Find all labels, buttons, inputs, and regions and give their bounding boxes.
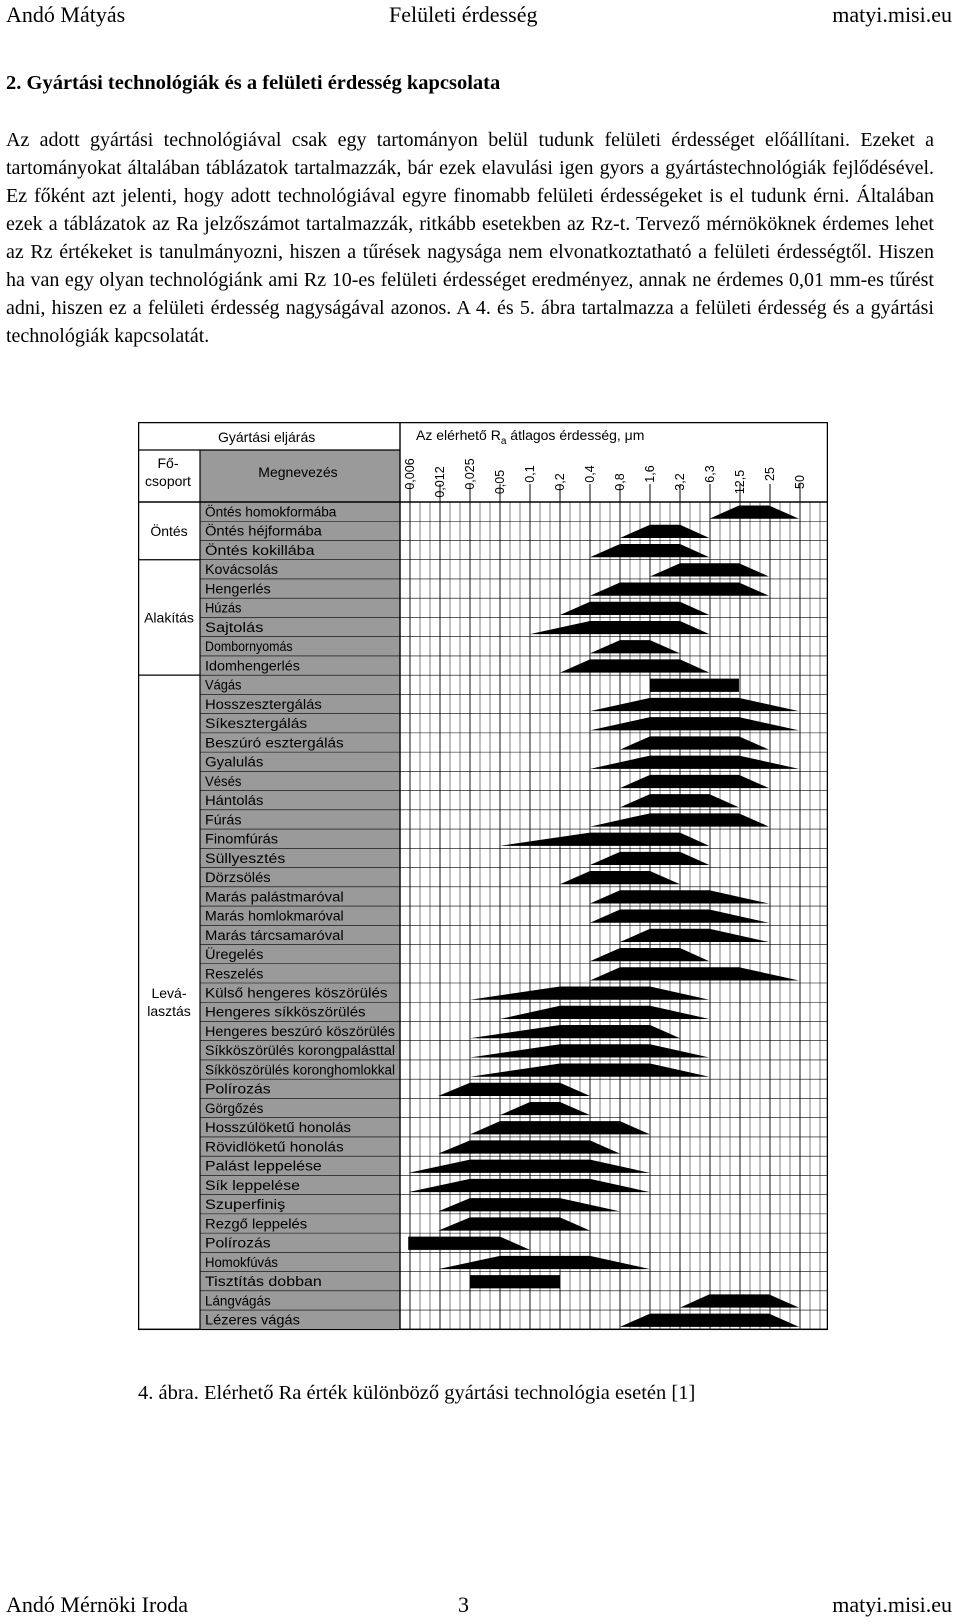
process-name: Sík leppelése: [205, 1177, 300, 1193]
process-name: Szuperfiniş: [205, 1197, 286, 1213]
process-name: Síkköszörülés korongpalásttal: [205, 1043, 395, 1059]
x-tick-label: 0,05: [493, 469, 507, 495]
page-number: 3: [458, 1592, 469, 1617]
x-tick-label: 6,3: [703, 465, 717, 483]
process-name: Beszúró esztergálás: [205, 735, 344, 751]
roughness-bar: [650, 679, 739, 692]
group-label: Levá-: [151, 985, 187, 1002]
header-title: Felületi érdesség: [389, 2, 538, 27]
process-name: Vágás: [205, 677, 242, 693]
x-tick-label: 0,1: [523, 465, 537, 483]
process-name: Hengeres síkköszörülés: [205, 1004, 366, 1020]
process-name: Dombornyomás: [205, 639, 293, 655]
x-tick-label: 0,2: [553, 473, 567, 491]
process-name: Síkesztergálás: [205, 716, 308, 732]
roughness-bar: [438, 1140, 620, 1153]
roughness-bar: [470, 1275, 560, 1288]
process-name: Külső hengeres köszörülés: [205, 985, 388, 1001]
process-name: Palást leppelése: [205, 1158, 322, 1174]
ra-header: Az elérhető $R_a$ átlagos érdesség, μm: [416, 427, 645, 447]
process-name: Tisztítás dobban: [205, 1274, 322, 1290]
group-header: csoport: [145, 473, 191, 489]
process-name: Vésés: [205, 773, 242, 789]
header-author: Andó Mátyás: [6, 2, 126, 27]
process-name: Süllyesztés: [205, 850, 286, 866]
process-name: Gyalulás: [205, 754, 264, 770]
process-name: Üregelés: [205, 947, 264, 963]
process-name: Idomhengerlés: [205, 658, 301, 674]
process-name: Hosszesztergálás: [205, 696, 323, 712]
roughness-bar: [470, 1121, 650, 1134]
x-tick-label: 0,8: [613, 473, 627, 491]
process-name: Rövidlöketű honolás: [205, 1139, 344, 1155]
process-name: Marás tárcsamaróval: [205, 927, 344, 943]
process-name: Öntés homokformába: [205, 504, 337, 520]
x-tick-label: 3,2: [673, 473, 687, 491]
figure-caption: 4. ábra. Elérhető Ra érték különböző gyártási technológia esetén [1]: [138, 1382, 696, 1404]
page-header: [6, 2, 952, 30]
group-label: Alakítás: [144, 609, 194, 626]
header-site: matyi.misi.eu: [832, 2, 952, 27]
process-name: Öntés héjformába: [205, 523, 323, 539]
group-label: lasztás: [147, 1003, 191, 1020]
x-tick-label: 1,6: [643, 465, 657, 483]
process-name: Dörzsölés: [205, 870, 271, 886]
process-name: Marás palástmaróval: [205, 889, 344, 905]
roughness-bar: [620, 1314, 799, 1327]
process-name: Polírozás: [205, 1081, 271, 1097]
process-name: Sajtolás: [205, 619, 264, 635]
process-name: Reszelés: [205, 966, 264, 982]
x-tick-label: 50: [793, 475, 807, 489]
process-name: Síkköszörülés koronghomlokkal: [205, 1062, 395, 1078]
process-name: Kovácsolás: [205, 562, 279, 578]
process-name: Rezgő leppelés: [205, 1216, 308, 1232]
roughness-chart: [138, 422, 828, 1376]
process-name: Polírozás: [205, 1235, 271, 1251]
process-name: Homokfúvás: [205, 1254, 279, 1270]
x-tick-label: 0,025: [463, 458, 477, 490]
section-title: 2. Gyártási technológiák és a felületi érdesség kapcsolata: [6, 72, 501, 94]
page-footer: [6, 1592, 952, 1620]
group-header: Fő-: [157, 455, 179, 471]
process-name: Hántolás: [205, 793, 264, 809]
body-paragraph: Az adott gyártási technológiával csak egy tartományon belül tudunk felületi érdességet előállítani. Ezeket a tartományokat általában táblázatok tartalmazzák, bár ezek elavulási igen gyors a gyártástechnológiák fejlődésével. Ez főként azt jelenti, hogy adott technológiával egyre finomabb felületi érdességeket is el tudunk érni. Általában ezek a táblázatok az Ra jelzőszámot tartalmazzák, ritkább esetekben az Rz-t. Tervező mérnököknek érdemes lehet az Rz értékeket is tanulmányozni, hiszen a tűrések nagysága nem elvonatkoztatható a felületi érdességtől. Hiszen ha van egy olyan technológiánk ami Rz 10-es felületi érdességet eredményez, annak ne érdemes 0,01 mm-es tűrést adni, hiszen ez a felületi érdesség nagyságával azonos. A 4. és 5. ábra tartalmazza a felületi érdesség és a gyártási technológiák kapcsolatát.: [6, 129, 934, 347]
process-name: Marás homlokmaróval: [205, 908, 344, 924]
process-name: Lézeres vágás: [205, 1312, 301, 1328]
footer-company: Andó Mérnöki Iroda: [6, 1592, 189, 1617]
footer-site: matyi.misi.eu: [832, 1592, 952, 1617]
process-name: Finomfúrás: [205, 831, 279, 847]
process-name: Lángvágás: [205, 1293, 271, 1309]
roughness-figure: [138, 422, 828, 1376]
process-name: Hosszúlöketű honolás: [205, 1120, 352, 1136]
process-name: Hengeres beszúró köszörülés: [205, 1023, 396, 1039]
x-tick-label: 0,006: [403, 458, 417, 490]
group-label: Öntés: [150, 522, 188, 539]
process-name: Hengerlés: [205, 581, 271, 597]
x-tick-label: 25: [763, 467, 777, 481]
process-name: Húzás: [205, 600, 242, 616]
process-name: Görgőzés: [205, 1100, 264, 1116]
x-tick-label: 0,012: [433, 466, 447, 498]
process-name: Öntés kokillába: [205, 542, 316, 558]
x-tick-label: 12,5: [733, 469, 747, 495]
name-header: Megnevezés: [258, 464, 338, 480]
roughness-bar: [590, 582, 769, 595]
process-name: Fúrás: [205, 812, 242, 828]
process-header: Gyártási eljárás: [218, 429, 316, 445]
x-tick-label: 0,4: [583, 465, 597, 483]
